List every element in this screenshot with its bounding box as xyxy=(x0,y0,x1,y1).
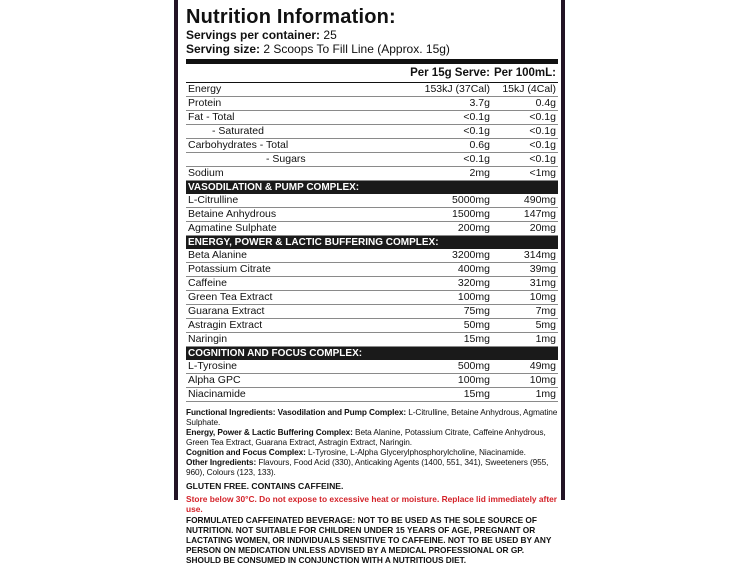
per-serve-value: <0.1g xyxy=(385,153,492,167)
nutrient-name: Agmatine Sulphate xyxy=(186,222,385,236)
per-100ml-value: 0.4g xyxy=(492,97,558,111)
section-header xyxy=(186,181,558,195)
table-row xyxy=(186,388,558,402)
per-serve-value: 0.6g xyxy=(385,139,492,153)
energy-text: Beta Alanine, Potassium Citrate, Caffeine Anhydrous, Green Tea Extract, Guarana Extract, Astragin Extract, Naringin. xyxy=(186,427,546,447)
nutrient-name: Carbohydrates - Total xyxy=(186,139,385,153)
nutrient-name: Niacinamide xyxy=(186,388,385,402)
per-serve-value: 1500mg xyxy=(385,208,492,222)
per-100ml-value: <0.1g xyxy=(492,111,558,125)
table-row xyxy=(186,153,558,167)
per-100ml-value: 20mg xyxy=(492,222,558,236)
servings-label: Servings per container: xyxy=(186,28,321,42)
cognition-label: Cognition and Focus Complex: xyxy=(186,447,306,457)
table-row xyxy=(186,97,558,111)
per-100ml-value: <0.1g xyxy=(492,139,558,153)
table-row xyxy=(186,111,558,125)
cognition-text: L-Tyrosine, L-Alpha Glycerylphosphorylcholine, Niacinamide. xyxy=(308,447,526,457)
nutrient-name: Sodium xyxy=(186,167,385,181)
per-serve-value: 3.7g xyxy=(385,97,492,111)
serving-size-value: 2 Scoops To Fill Line (Approx. 15g) xyxy=(263,42,450,56)
nutrient-name: Astragin Extract xyxy=(186,319,385,333)
per-serve-value: 400mg xyxy=(385,263,492,277)
nutrition-table xyxy=(186,64,558,402)
per-100ml-value: <0.1g xyxy=(492,125,558,139)
per-serve-value: 100mg xyxy=(385,374,492,388)
table-row xyxy=(186,125,558,139)
nutrient-name: Potassium Citrate xyxy=(186,263,385,277)
nutrient-name: - Saturated xyxy=(186,125,385,139)
serving-size-label: Serving size: xyxy=(186,42,261,56)
beverage-warning: FORMULATED CAFFEINATED BEVERAGE: NOT TO BE USED AS THE SOLE SOURCE OF NUTRITION. NOT SUITABLE FOR CHILDREN UNDER 15 YEARS OF AGE, PREGNANT OR LACTATING WOMEN, OR INDIVIDUALS SENSITIVE TO CAFFEINE. NOT TO BE USED BY ANY PERSON ON MEDICATION UNLESS ADVISED BY A MEDICAL PROFESSIONAL OR GP. SHOULD BE CONSUMED IN CONJUNCTION WITH A NUTRITIOUS DIET. xyxy=(186,515,552,565)
per-100ml-value: 1mg xyxy=(492,333,558,347)
serving-size-line xyxy=(186,42,558,56)
nutrient-name: Guarana Extract xyxy=(186,305,385,319)
per-100ml-value: 490mg xyxy=(492,194,558,208)
ingredients-notes xyxy=(186,407,558,477)
table-row xyxy=(186,263,558,277)
nutrient-name: Beta Alanine xyxy=(186,249,385,263)
per-serve-value: 2mg xyxy=(385,167,492,181)
servings-value: 25 xyxy=(323,28,337,42)
table-row xyxy=(186,360,558,374)
per-100ml-value: 147mg xyxy=(492,208,558,222)
table-row xyxy=(186,249,558,263)
per-serve-value: 200mg xyxy=(385,222,492,236)
nutrient-name: Naringin xyxy=(186,333,385,347)
nutrition-panel xyxy=(186,6,558,565)
per-100ml-value: 1mg xyxy=(492,388,558,402)
per-serve-value: 3200mg xyxy=(385,249,492,263)
per-serve-value: <0.1g xyxy=(385,111,492,125)
table-row xyxy=(186,277,558,291)
nutrient-name: Protein xyxy=(186,97,385,111)
energy-label: Energy, Power & Lactic Buffering Complex: xyxy=(186,427,353,437)
table-row xyxy=(186,139,558,153)
nutrient-name: Alpha GPC xyxy=(186,374,385,388)
table-row xyxy=(186,167,558,181)
per-100ml-value: 7mg xyxy=(492,305,558,319)
per-serve-value: 100mg xyxy=(385,291,492,305)
section-header xyxy=(186,347,558,361)
table-row xyxy=(186,333,558,347)
per-serve-value: 153kJ (37Cal) xyxy=(385,83,492,97)
panel-title: Nutrition Information: xyxy=(186,6,396,28)
table-row xyxy=(186,291,558,305)
per-serve-value: 75mg xyxy=(385,305,492,319)
nutrient-name: Caffeine xyxy=(186,277,385,291)
per-serve-value: 15mg xyxy=(385,333,492,347)
nutrient-name: L-Citrulline xyxy=(186,194,385,208)
per-100ml-value: 49mg xyxy=(492,360,558,374)
per-100ml-value: 39mg xyxy=(492,263,558,277)
per-serve-value: 15mg xyxy=(385,388,492,402)
per-100ml-value: 10mg xyxy=(492,291,558,305)
per-100ml-value: 314mg xyxy=(492,249,558,263)
per-100ml-value: <1mg xyxy=(492,167,558,181)
per-serve-value: 5000mg xyxy=(385,194,492,208)
storage-warning: Store below 30°C. Do not expose to excessive heat or moisture. Replace lid immediately after use. xyxy=(186,494,558,514)
table-row xyxy=(186,208,558,222)
per-100ml-value: 5mg xyxy=(492,319,558,333)
other-label: Other Ingredients: xyxy=(186,457,257,467)
table-row xyxy=(186,374,558,388)
other-text: Flavours, Food Acid (330), Anticaking Agents (1400, 551, 341), Sweeteners (955, 960), Colours (123, 133). xyxy=(186,457,549,477)
per-serve-value: 500mg xyxy=(385,360,492,374)
per-100ml-value: 15kJ (4Cal) xyxy=(492,83,558,97)
table-header xyxy=(186,64,558,83)
nutrient-name: Betaine Anhydrous xyxy=(186,208,385,222)
table-row xyxy=(186,83,558,97)
functional-label: Functional Ingredients: Vasodilation and Pump Complex: xyxy=(186,407,407,417)
servings-line xyxy=(186,28,558,42)
gluten-statement: GLUTEN FREE. CONTAINS CAFFEINE. xyxy=(186,481,344,491)
section-title: VASODILATION & PUMP COMPLEX: xyxy=(186,181,558,195)
per-serve-value: <0.1g xyxy=(385,125,492,139)
nutrient-name: Energy xyxy=(186,83,385,97)
per-100ml-header: Per 100mL: xyxy=(492,64,558,83)
per-serve-header: Per 15g Serve: xyxy=(385,64,492,83)
nutrient-name: Green Tea Extract xyxy=(186,291,385,305)
section-header xyxy=(186,236,558,250)
per-serve-value: 320mg xyxy=(385,277,492,291)
nutrient-name: L-Tyrosine xyxy=(186,360,385,374)
nutrient-name: - Sugars xyxy=(186,153,385,167)
per-serve-value: 50mg xyxy=(385,319,492,333)
section-title: ENERGY, POWER & LACTIC BUFFERING COMPLEX: xyxy=(186,236,558,250)
table-row xyxy=(186,319,558,333)
per-100ml-value: 10mg xyxy=(492,374,558,388)
nutrient-name: Fat - Total xyxy=(186,111,385,125)
table-row xyxy=(186,222,558,236)
per-100ml-value: <0.1g xyxy=(492,153,558,167)
table-row xyxy=(186,194,558,208)
table-row xyxy=(186,305,558,319)
functional-text: L-Citrulline, Betaine Anhydrous, Agmatine Sulphate. xyxy=(186,407,558,427)
section-title: COGNITION AND FOCUS COMPLEX: xyxy=(186,347,558,361)
per-100ml-value: 31mg xyxy=(492,277,558,291)
